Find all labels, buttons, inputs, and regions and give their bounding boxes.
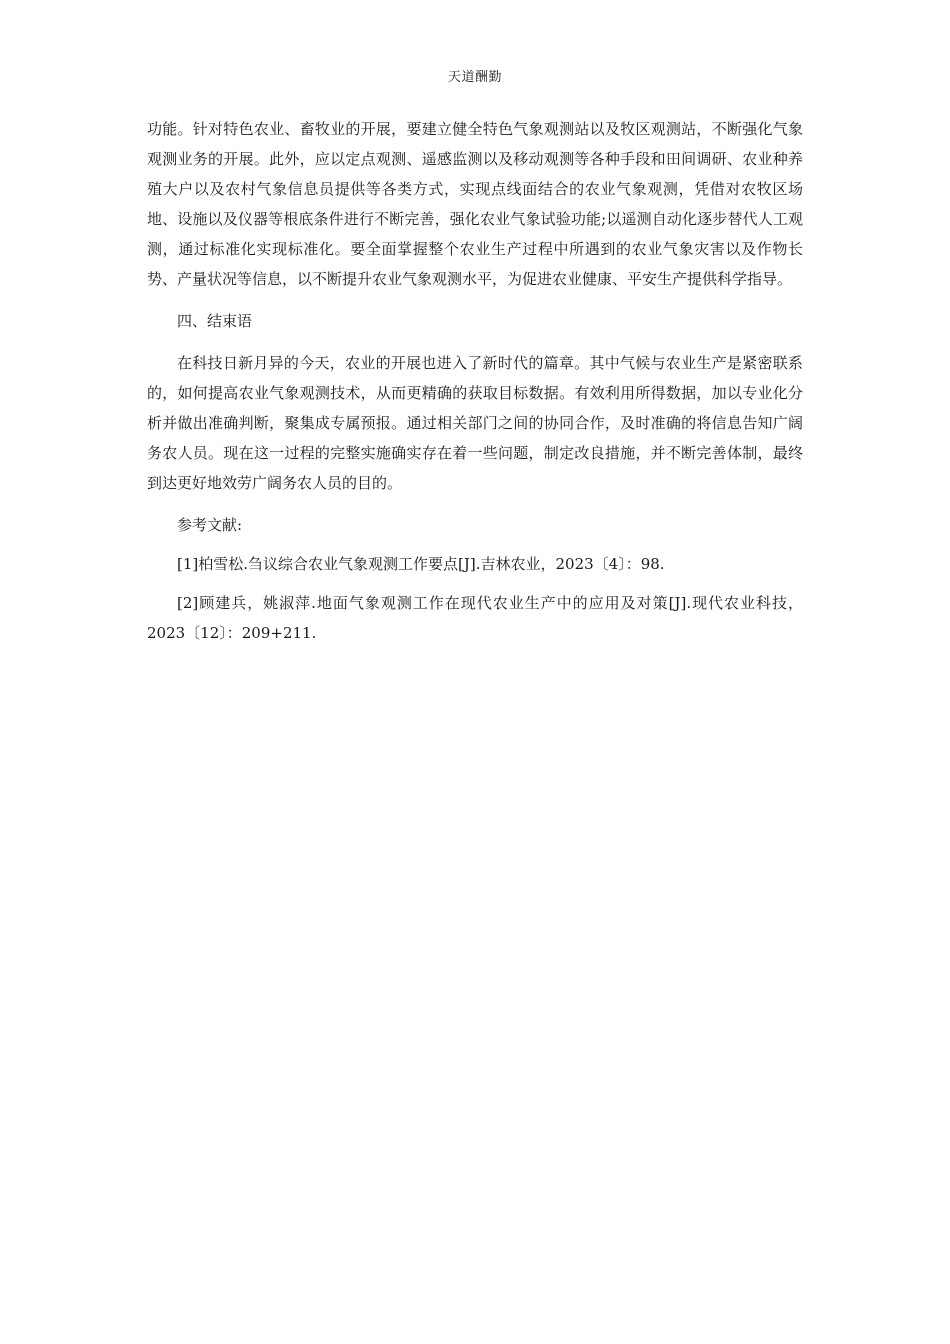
paragraph-continuation: 功能。针对特色农业、畜牧业的开展，要建立健全特色气象观测站以及牧区观测站，不断强化气象观测业务的开展。此外，应以定点观测、遥感监测以及移动观测等各种手段和田间调研、农业种养殖大户以及农村气象信息员提供等各类方式，实现点线面结合的农业气象观测，凭借对农牧区场地、设施以及仪器等根底条件进行不断完善，强化农业气象试验功能;以遥测自动化逐步替代人工观测，通过标准化实现标准化。要全面掌握整个农业生产过程中所遇到的农业气象灾害以及作物长势、产量状况等信息，以不断提升农业气象观测水平，为促进农业健康、平安生产提供科学指导。 xyxy=(147,120,803,288)
section-heading-conclusion: 四、结束语 xyxy=(177,312,253,330)
reference-item-2: [2]顾建兵，姚淑萍.地面气象观测工作在现代农业生产中的应用及对策[J].现代农业科技，2023〔12〕：209+211. xyxy=(147,594,803,642)
reference-item-1: [1]柏雪松.刍议综合农业气象观测工作要点[J].吉林农业，2023〔4〕：98. xyxy=(177,555,665,573)
paragraph-conclusion: 在科技日新月异的今天，农业的开展也进入了新时代的篇章。其中气候与农业生产是紧密联系的，如何提高农业气象观测技术，从而更精确的获取目标数据。有效利用所得数据，加以专业化分析并做出准确判断，聚集成专属预报。通过相关部门之间的协同合作，及时准确的将信息告知广阔务农人员。现在这一过程的完整实施确实存在着一些问题，制定改良措施，并不断完善体制，最终到达更好地效劳广阔务农人员的目的。 xyxy=(147,354,803,492)
page-header: 天道酬勤 xyxy=(447,70,502,85)
document-body xyxy=(147,114,803,648)
references-heading: 参考文献: xyxy=(177,516,243,534)
